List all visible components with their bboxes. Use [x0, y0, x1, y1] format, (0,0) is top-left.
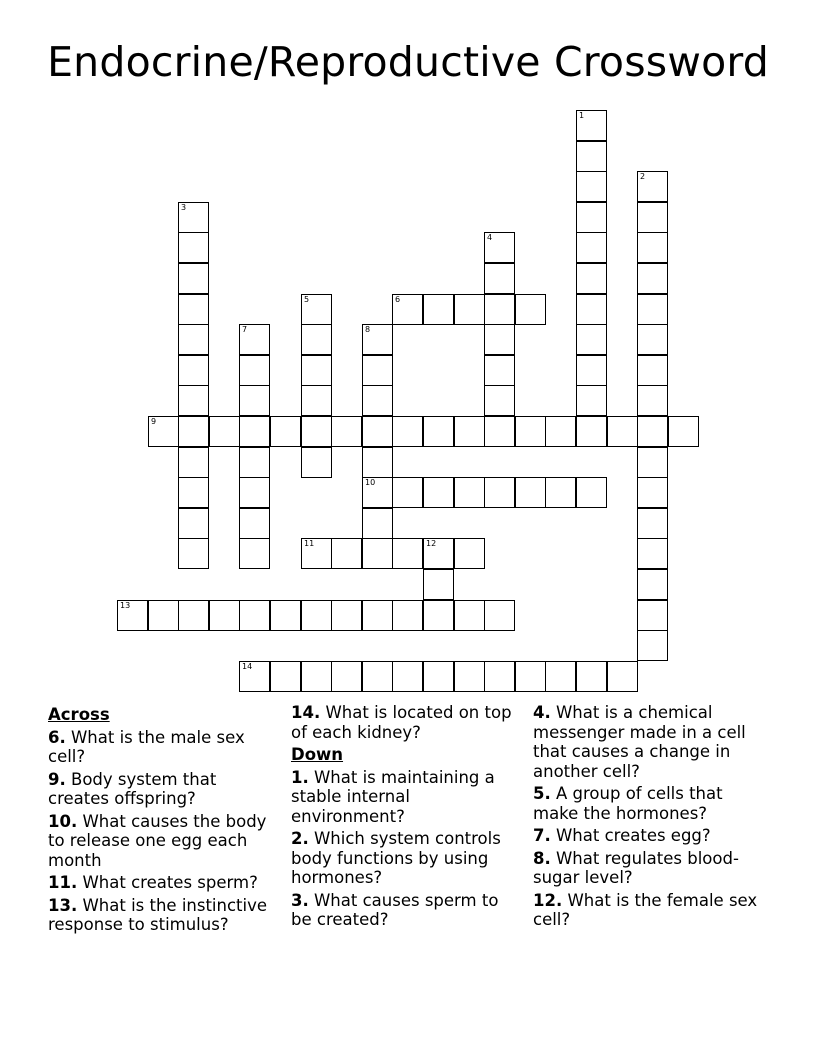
crossword-cell[interactable]: [392, 661, 423, 692]
clue-number: 10: [365, 478, 376, 487]
crossword-cell[interactable]: [576, 324, 607, 355]
crossword-cell[interactable]: [239, 385, 270, 416]
crossword-cell[interactable]: [178, 294, 209, 325]
crossword-cell[interactable]: [392, 538, 423, 569]
clue-text: What creates sperm?: [77, 873, 258, 892]
clue-number: 7: [242, 325, 248, 334]
clue: [533, 784, 765, 823]
crossword-cell[interactable]: [454, 600, 485, 631]
crossword-cell[interactable]: [515, 294, 546, 325]
crossword-cell[interactable]: [239, 600, 270, 631]
clue: [48, 728, 280, 767]
clue: [48, 896, 280, 935]
crossword-cell[interactable]: [484, 263, 515, 294]
clue-num: 5.: [533, 784, 551, 803]
crossword-cell[interactable]: [637, 355, 668, 386]
clue: [291, 703, 513, 742]
crossword-cell[interactable]: [270, 661, 301, 692]
clue-num: 11.: [48, 873, 78, 892]
crossword-cell[interactable]: [637, 477, 668, 508]
crossword-cell[interactable]: [362, 600, 393, 631]
clue-number: 11: [304, 539, 315, 548]
crossword-cell[interactable]: [576, 385, 607, 416]
crossword-cell[interactable]: [515, 416, 546, 447]
crossword-cell[interactable]: [178, 324, 209, 355]
clue: [533, 826, 765, 846]
crossword-cell[interactable]: [301, 294, 332, 325]
crossword-cell[interactable]: [148, 416, 179, 447]
clue: [291, 829, 513, 888]
clue-number: 14: [242, 662, 253, 671]
crossword-cell[interactable]: [239, 508, 270, 539]
crossword-cell[interactable]: [178, 416, 209, 447]
crossword-cell[interactable]: [668, 416, 699, 447]
clue: [48, 873, 280, 893]
crossword-cell[interactable]: [637, 202, 668, 233]
clues-column-1: [48, 703, 280, 938]
clue-number: 6: [395, 295, 401, 304]
clue-number: 3: [181, 203, 187, 212]
crossword-cell[interactable]: [178, 355, 209, 386]
clue-num: 4.: [533, 703, 551, 722]
crossword-cell[interactable]: [576, 171, 607, 202]
clue-text: What is a chemical messenger made in a cell that causes a change in another cell?: [533, 703, 746, 781]
crossword-cell[interactable]: [423, 477, 454, 508]
crossword-cell[interactable]: [178, 538, 209, 569]
crossword-cell[interactable]: [454, 294, 485, 325]
crossword-cell[interactable]: [392, 600, 423, 631]
clue-number: 13: [120, 601, 131, 610]
crossword-cell[interactable]: [576, 263, 607, 294]
crossword-cell[interactable]: [607, 416, 638, 447]
crossword-cell[interactable]: [362, 416, 393, 447]
crossword-cell[interactable]: [637, 508, 668, 539]
crossword-cell[interactable]: [239, 416, 270, 447]
clue-text: What is the instinctive response to stimulus?: [48, 895, 268, 934]
crossword-cell[interactable]: [117, 600, 148, 631]
clue-num: 10.: [48, 811, 78, 831]
crossword-cell[interactable]: [484, 385, 515, 416]
crossword-cell[interactable]: [148, 600, 179, 631]
crossword-cell[interactable]: [178, 202, 209, 233]
clue-number: 12: [426, 539, 437, 548]
crossword-cell[interactable]: [239, 355, 270, 386]
clue-text: What is maintaining a stable internal environment?: [291, 767, 495, 826]
crossword-cell[interactable]: [270, 416, 301, 447]
crossword-cell[interactable]: [637, 416, 668, 447]
crossword-cell[interactable]: [637, 447, 668, 478]
crossword-cell[interactable]: [178, 232, 209, 263]
down-clue-list-continued: [533, 703, 765, 930]
clue-number: 2: [640, 172, 646, 181]
crossword-cell[interactable]: [454, 661, 485, 692]
clue-num: 1.: [291, 767, 309, 787]
clue-text: What is the male sex cell?: [48, 727, 245, 766]
crossword-cell[interactable]: [576, 661, 607, 692]
crossword-cell[interactable]: [239, 447, 270, 478]
clue-number: 8: [365, 325, 371, 334]
crossword-cell[interactable]: [239, 324, 270, 355]
clue-text: What is located on top of each kidney?: [291, 703, 512, 742]
crossword-cell[interactable]: [362, 661, 393, 692]
crossword-cell[interactable]: [178, 263, 209, 294]
crossword-cell[interactable]: [301, 324, 332, 355]
clue-num: 7.: [533, 826, 551, 845]
crossword-cell[interactable]: [423, 538, 454, 569]
crossword-cell[interactable]: [576, 141, 607, 172]
crossword-cell[interactable]: [178, 447, 209, 478]
crossword-cell[interactable]: [362, 447, 393, 478]
crossword-cell[interactable]: [301, 447, 332, 478]
crossword-cell[interactable]: [637, 171, 668, 202]
crossword-cell[interactable]: [576, 294, 607, 325]
crossword-cell[interactable]: [178, 385, 209, 416]
page-title: Endocrine/Reproductive Crossword: [47, 38, 769, 86]
crossword-cell[interactable]: [331, 538, 362, 569]
across-clue-list-continued: [291, 703, 513, 742]
crossword-cell[interactable]: [576, 477, 607, 508]
crossword-cell[interactable]: [423, 294, 454, 325]
crossword-cell[interactable]: [637, 263, 668, 294]
clue-text: What causes sperm to be created?: [291, 890, 499, 929]
clue-num: 6.: [48, 727, 66, 747]
crossword-cell[interactable]: [331, 661, 362, 692]
crossword-cell[interactable]: [484, 600, 515, 631]
crossword-cell[interactable]: [423, 600, 454, 631]
crossword-cell[interactable]: [301, 385, 332, 416]
crossword-cell[interactable]: [576, 416, 607, 447]
crossword-cell[interactable]: [484, 661, 515, 692]
clue-text: What creates egg?: [550, 826, 711, 845]
crossword-cell[interactable]: [637, 232, 668, 263]
crossword-cell[interactable]: [484, 232, 515, 263]
crossword-cell[interactable]: [270, 600, 301, 631]
crossword-cell[interactable]: [301, 355, 332, 386]
clue-text: Which system controls body functions by using hormones?: [291, 829, 501, 887]
clue-text: A group of cells that make the hormones?: [533, 784, 723, 823]
crossword-cell[interactable]: [239, 661, 270, 692]
crossword-cell[interactable]: [484, 477, 515, 508]
clue: [533, 891, 765, 930]
crossword-cell[interactable]: [209, 600, 240, 631]
crossword-cell[interactable]: [362, 538, 393, 569]
clue: [533, 703, 765, 781]
crossword-cell[interactable]: [178, 477, 209, 508]
down-heading: Down: [291, 745, 344, 764]
crossword-cell[interactable]: [515, 661, 546, 692]
crossword-cell[interactable]: [484, 324, 515, 355]
clue-num: 13.: [48, 895, 78, 915]
clue-num: 9.: [48, 769, 66, 789]
clue-text: Body system that creates offspring?: [48, 769, 217, 808]
crossword-cell[interactable]: [545, 416, 576, 447]
crossword-cell[interactable]: [423, 661, 454, 692]
crossword-cell[interactable]: [484, 294, 515, 325]
clue-num: 3.: [291, 890, 309, 910]
crossword-cell[interactable]: [392, 294, 423, 325]
crossword-cell[interactable]: [178, 600, 209, 631]
clue-number: 5: [304, 295, 310, 304]
crossword-cell[interactable]: [209, 416, 240, 447]
clue-number: 4: [487, 233, 493, 242]
clues-column-2: [291, 703, 513, 933]
clue-number: 1: [579, 111, 585, 120]
clue-num: 8.: [533, 848, 551, 868]
clue: [291, 891, 513, 930]
crossword-cell[interactable]: [423, 569, 454, 600]
crossword-cell[interactable]: [607, 661, 638, 692]
crossword-cell[interactable]: [331, 600, 362, 631]
clues-column-3: [533, 703, 765, 933]
across-heading: Across: [48, 705, 110, 724]
crossword-cell[interactable]: [362, 324, 393, 355]
crossword-cell[interactable]: [362, 355, 393, 386]
crossword-cell[interactable]: [545, 477, 576, 508]
crossword-cell[interactable]: [178, 508, 209, 539]
crossword-cell[interactable]: [576, 202, 607, 233]
crossword-cell[interactable]: [637, 538, 668, 569]
clue-text: What causes the body to release one egg each month: [48, 811, 267, 870]
crossword-cell[interactable]: [239, 538, 270, 569]
crossword-cell[interactable]: [637, 600, 668, 631]
across-clue-list: [48, 728, 280, 935]
crossword-cell[interactable]: [637, 630, 668, 661]
crossword-cell[interactable]: [454, 416, 485, 447]
clue-text: What is the female sex cell?: [533, 890, 758, 929]
crossword-cell[interactable]: [392, 477, 423, 508]
crossword-cell[interactable]: [637, 324, 668, 355]
down-clue-list: [291, 768, 513, 930]
crossword-cell[interactable]: [362, 385, 393, 416]
crossword-cell[interactable]: [484, 416, 515, 447]
crossword-cell[interactable]: [515, 477, 546, 508]
clue-text: What regulates blood-sugar level?: [533, 848, 739, 887]
clue: [291, 768, 513, 827]
crossword-cell[interactable]: [576, 232, 607, 263]
crossword-cell[interactable]: [576, 110, 607, 141]
crossword-cell[interactable]: [239, 477, 270, 508]
crossword-cell[interactable]: [576, 355, 607, 386]
clue: [48, 770, 280, 809]
clue-num: 14.: [291, 703, 321, 722]
clue-number: 9: [151, 417, 157, 426]
crossword-cell[interactable]: [637, 294, 668, 325]
crossword-cell[interactable]: [392, 416, 423, 447]
crossword-cell[interactable]: [545, 661, 576, 692]
crossword-cell[interactable]: [637, 569, 668, 600]
clue: [48, 812, 280, 871]
clue-num: 12.: [533, 890, 563, 910]
crossword-cell[interactable]: [301, 416, 332, 447]
crossword-cell[interactable]: [454, 477, 485, 508]
clue-num: 2.: [291, 829, 309, 848]
crossword-cell[interactable]: [301, 600, 332, 631]
crossword-cell[interactable]: [301, 661, 332, 692]
clue: [533, 849, 765, 888]
crossword-cell[interactable]: [362, 508, 393, 539]
crossword-cell[interactable]: [301, 538, 332, 569]
crossword-cell[interactable]: [331, 416, 362, 447]
crossword-cell[interactable]: [637, 385, 668, 416]
crossword-cell[interactable]: [454, 538, 485, 569]
crossword-cell[interactable]: [362, 477, 393, 508]
crossword-cell[interactable]: [484, 355, 515, 386]
crossword-cell[interactable]: [423, 416, 454, 447]
